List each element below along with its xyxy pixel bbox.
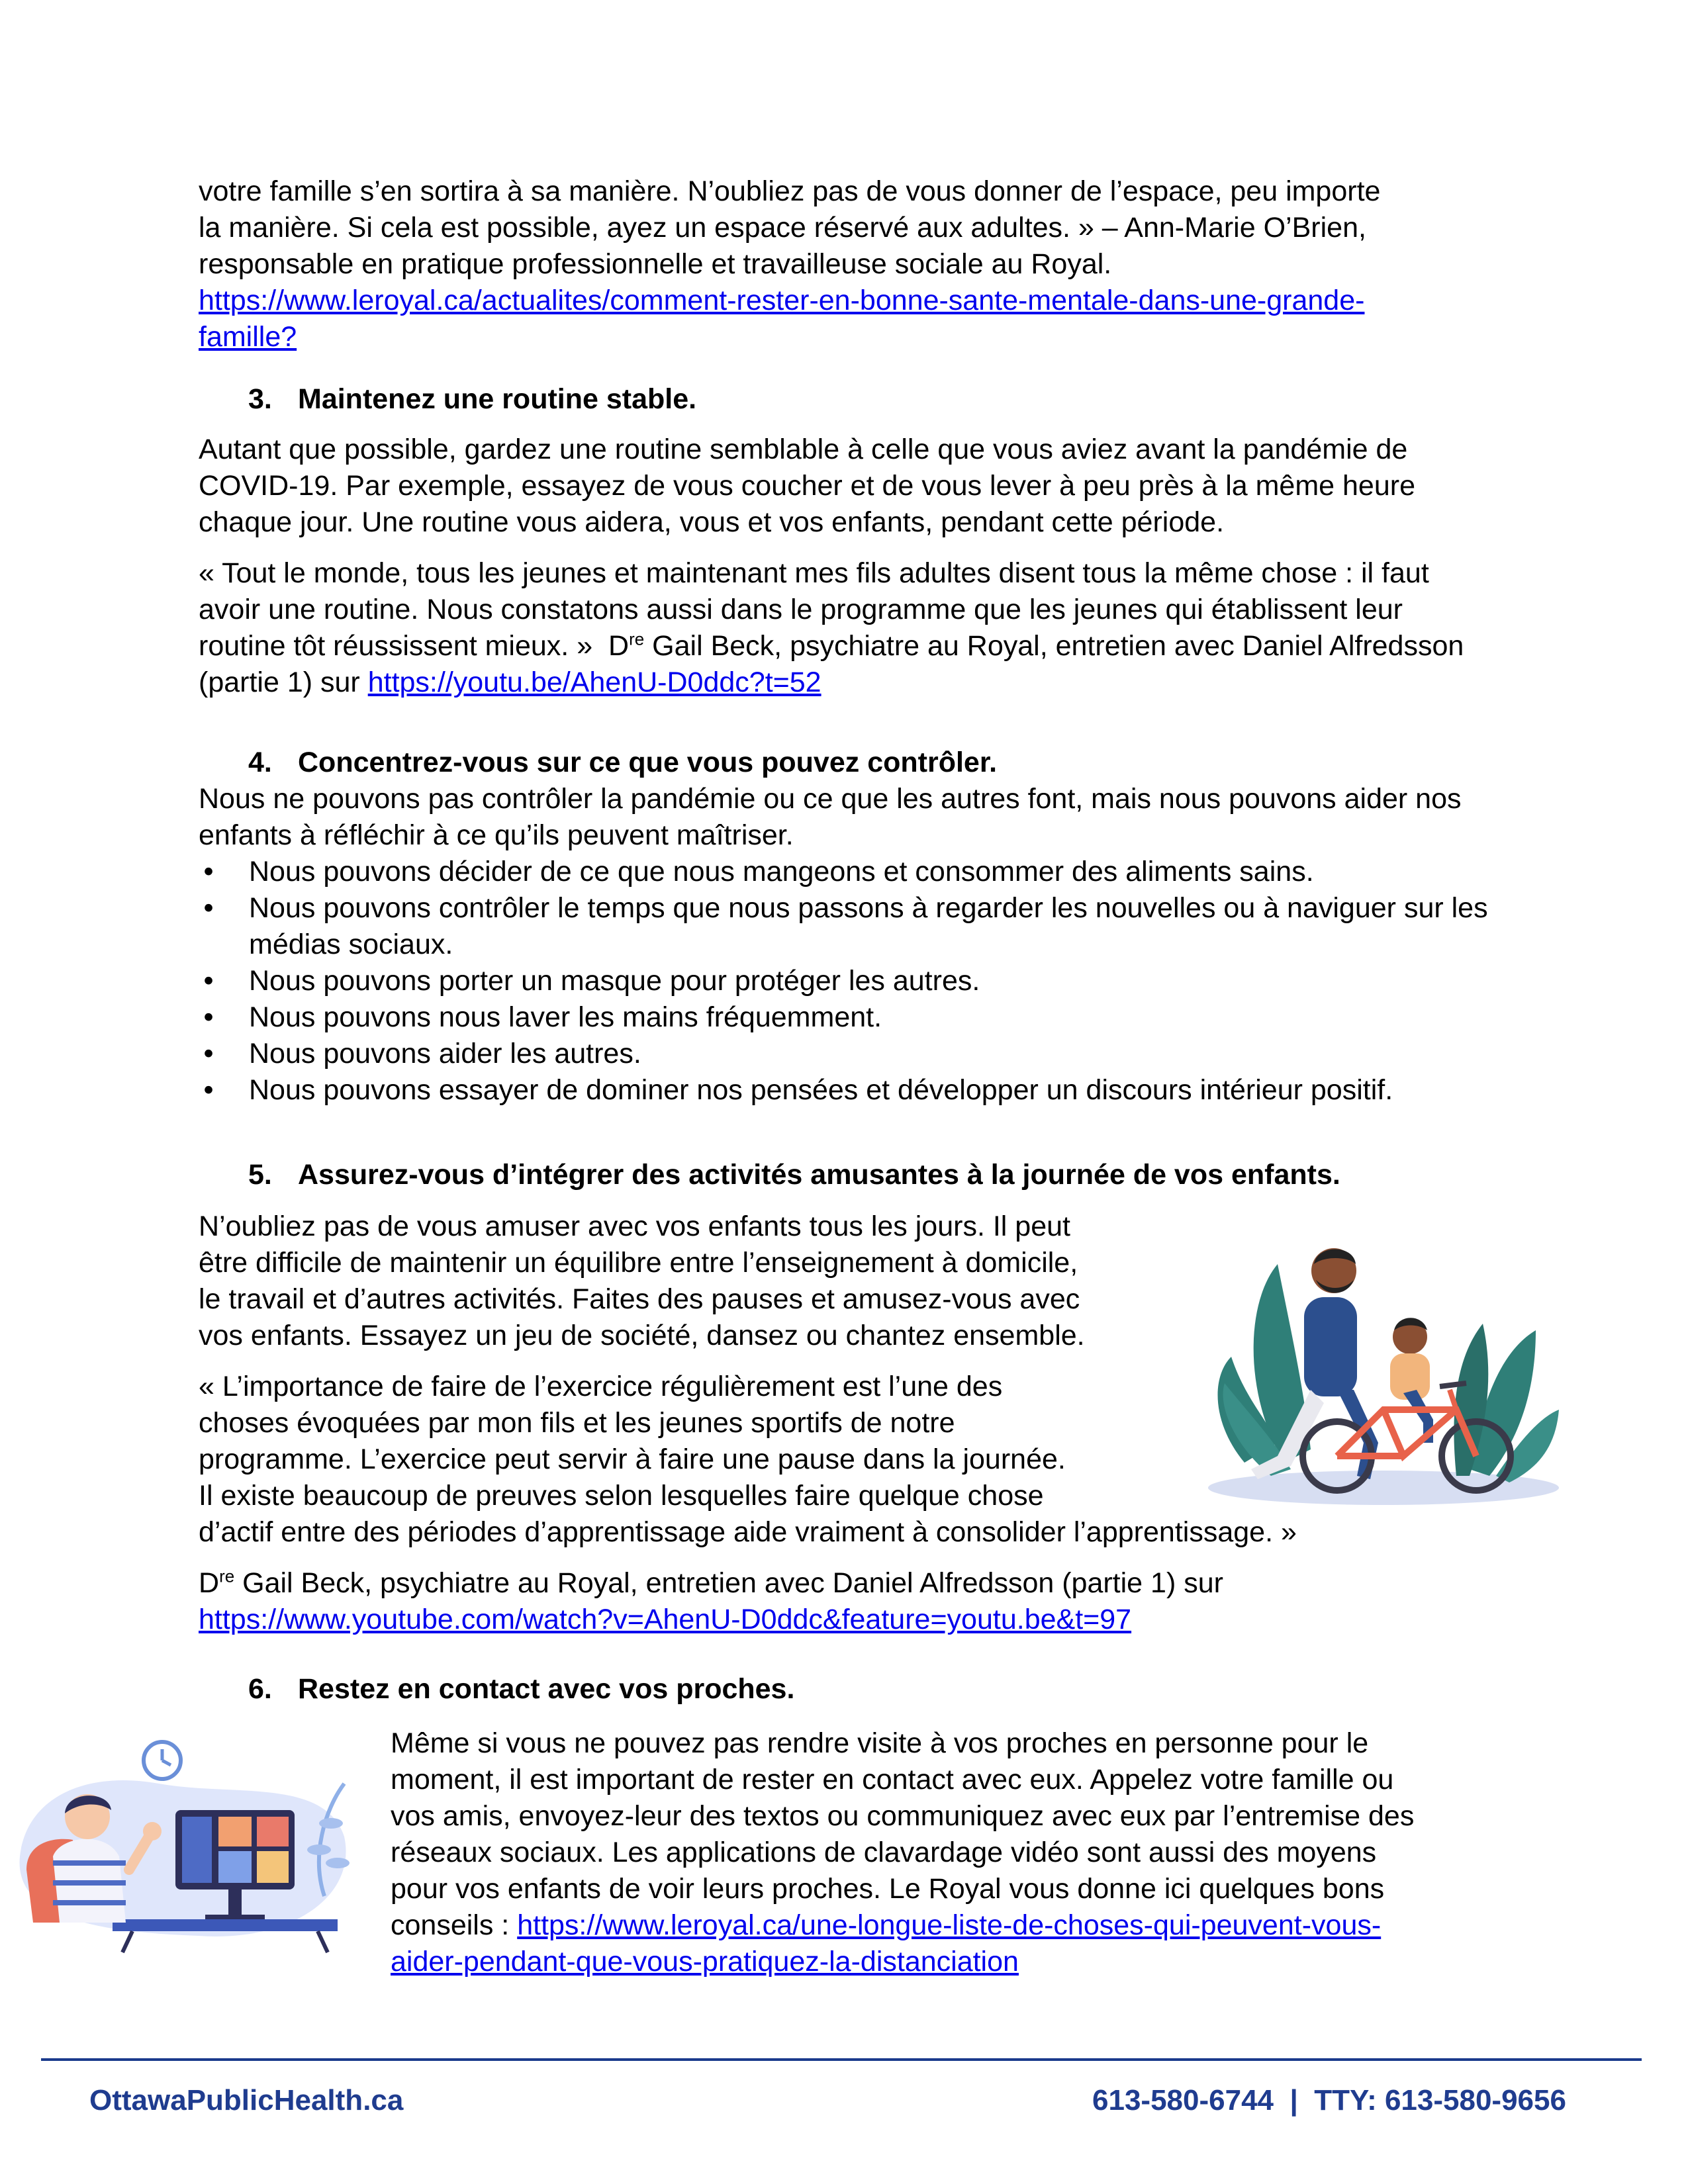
section-6-body <box>391 1725 1516 1980</box>
attribution: Gail Beck, psychiatre au Royal, entretien avec Daniel Alfredsson (partie 1) sur <box>199 630 1464 698</box>
para-line: N’oubliez pas de vous amuser avec vos enfants tous les jours. Il peut <box>199 1210 1070 1242</box>
bullet-icon: • <box>203 1038 214 1069</box>
attr-sup: re <box>219 1566 235 1586</box>
list-item: • Nous pouvons porter un masque pour protéger les autres. <box>199 963 1496 999</box>
youtube-link[interactable]: https://www.youtube.com/watch?v=AhenU-D0ddc&feature=youtu.be&t=97 <box>199 1604 1132 1635</box>
section-number: 6. <box>248 1673 272 1705</box>
section-title: Maintenez une routine stable. <box>298 383 697 415</box>
bullet-icon: • <box>203 1001 214 1033</box>
para-line: réseaux sociaux. Les applications de clavardage vidéo sont aussi des moyens <box>391 1837 1377 1868</box>
bullet-list <box>199 854 1496 1109</box>
footer-tty: TTY: 613-580-9656 <box>1314 2084 1566 2116</box>
intro-line: votre famille s’en sortira à sa manière. N’oubliez pas de vous donner de l’espace, peu importe <box>199 175 1381 207</box>
para-line: moment, il est important de rester en contact avec eux. Appelez votre famille ou <box>391 1764 1394 1796</box>
intro-line: responsable en pratique professionnelle et travailleuse sociale au Royal. <box>199 248 1112 280</box>
intro-line: la manière. Si cela est possible, ayez un espace réservé aux adultes. » – Ann-Marie O’Brien, <box>199 212 1366 244</box>
para-line: Même si vous ne pouvez pas rendre visite à vos proches en personne pour le <box>391 1727 1369 1759</box>
video-call-illustration <box>13 1724 357 1956</box>
section-title: Concentrez-vous sur ce que vous pouvez contrôler. <box>298 747 998 778</box>
quote-line: Il existe beaucoup de preuves selon lesquelles faire quelque chose <box>199 1480 1044 1512</box>
video-chat-icon <box>13 1724 357 1956</box>
quote-line: choses évoquées par mon fils et les jeunes sportifs de notre <box>199 1407 955 1439</box>
list-item: • Nous pouvons décider de ce que nous mangeons et consommer des aliments sains. <box>199 854 1496 890</box>
footer-phone: 613-580-6744 <box>1092 2084 1274 2116</box>
section-3-heading <box>248 381 696 418</box>
royal-family-link[interactable]: https://www.leroyal.ca/actualites/comment-rester-en-bonne-sante-mentale-dans-une-grande- <box>199 285 1365 316</box>
paragraph: Nous ne pouvons pas contrôler la pandémie ou ce que les autres font, mais nous pouvons aider nos enfants à réfléchir à ce qu’ils peuvent maîtriser. <box>199 783 1462 851</box>
section-5-heading <box>248 1157 1340 1193</box>
quote-line: programme. L’exercice peut servir à faire une pause dans la journée. <box>199 1443 1066 1475</box>
para-line: être difficile de maintenir un équilibre entre l’enseignement à domicile, <box>199 1247 1078 1279</box>
royal-tips-link[interactable]: https://www.leroyal.ca/une-longue-liste-de-choses-qui-peuvent-vous- <box>517 1909 1382 1941</box>
intro-block <box>199 173 1496 355</box>
paragraph: Autant que possible, gardez une routine semblable à celle que vous aviez avant la pandémie de COVID-19. Par exemple, essayez de vous coucher et de vous lever à peu près à la même heure chaque jour. Une routine vous aidera, vous et vos enfants, pendant cette période. <box>199 433 1415 538</box>
quote-line: « L’importance de faire de l’exercice régulièrement est l’une des <box>199 1371 1003 1402</box>
para-line: vos enfants. Essayez un jeu de société, dansez ou chantez ensemble. <box>199 1320 1085 1351</box>
footer-separator: | <box>1289 2084 1298 2116</box>
bike-illustration <box>1205 1224 1562 1516</box>
royal-tips-link-cont[interactable]: aider-pendant-que-vous-pratiquez-la-distanciation <box>391 1946 1019 1978</box>
section-4-heading <box>248 745 997 781</box>
para-line-with-link: conseils : https://www.leroyal.ca/une-longue-liste-de-choses-qui-peuvent-vous- <box>391 1909 1382 1941</box>
quote-paragraph <box>199 555 1496 701</box>
father-child-bike-icon <box>1205 1224 1562 1516</box>
para-line: le travail et d’autres activités. Faites des pauses et amusez-vous avec <box>199 1283 1080 1315</box>
attr-sup: re <box>629 629 645 649</box>
quote-line: d’actif entre des périodes d’apprentissage aide vraiment à consolider l’apprentissage. » <box>199 1516 1297 1548</box>
attribution-paragraph <box>199 1565 1496 1602</box>
bullet-icon: • <box>203 856 214 887</box>
list-item: • Nous pouvons essayer de dominer nos pensées et développer un discours intérieur positif. <box>199 1072 1496 1109</box>
attr-prefix: D <box>199 1567 220 1599</box>
section-number: 5. <box>248 1159 272 1191</box>
para-line: vos amis, envoyez-leur des textos ou communiquez avec eux par l’entremise des <box>391 1800 1415 1832</box>
footer-divider <box>41 2058 1642 2061</box>
list-item: • Nous pouvons contrôler le temps que nous passons à regarder les nouvelles ou à naviguer sur les médias sociaux. <box>199 890 1496 963</box>
attribution: Gail Beck, psychiatre au Royal, entretien avec Daniel Alfredsson (partie 1) sur <box>242 1567 1223 1599</box>
attr-prefix: D <box>608 630 630 662</box>
footer-contact <box>1092 2083 1566 2118</box>
section-title: Restez en contact avec vos proches. <box>298 1673 795 1705</box>
youtube-link[interactable]: https://youtu.be/AhenU-D0ddc?t=52 <box>367 666 821 698</box>
section-6-heading <box>248 1671 794 1707</box>
quote-text: « Tout le monde, tous les jeunes et maintenant mes fils adultes disent tous la même chose : il faut avoir une routine. Nous constatons aussi dans le programme que les jeunes qui établissent leur routine tôt réussissent mieux. » <box>199 557 1429 662</box>
section-title: Assurez-vous d’intégrer des activités amusantes à la journée de vos enfants. <box>298 1159 1340 1191</box>
section-number: 4. <box>248 747 272 778</box>
bullet-icon: • <box>203 1074 214 1106</box>
royal-family-link-cont[interactable]: famille? <box>199 321 297 353</box>
section-3-body <box>199 432 1496 701</box>
para-line: pour vos enfants de voir leurs proches. Le Royal vous donne ici quelques bons <box>391 1873 1385 1905</box>
footer-site[interactable]: OttawaPublicHealth.ca <box>89 2084 404 2116</box>
section-4-body <box>199 781 1496 1109</box>
list-item: • Nous pouvons nous laver les mains fréquemment. <box>199 999 1496 1036</box>
section-number: 3. <box>248 383 272 415</box>
bullet-icon: • <box>203 965 214 997</box>
list-item: • Nous pouvons aider les autres. <box>199 1036 1496 1072</box>
bullet-icon: • <box>203 892 214 924</box>
